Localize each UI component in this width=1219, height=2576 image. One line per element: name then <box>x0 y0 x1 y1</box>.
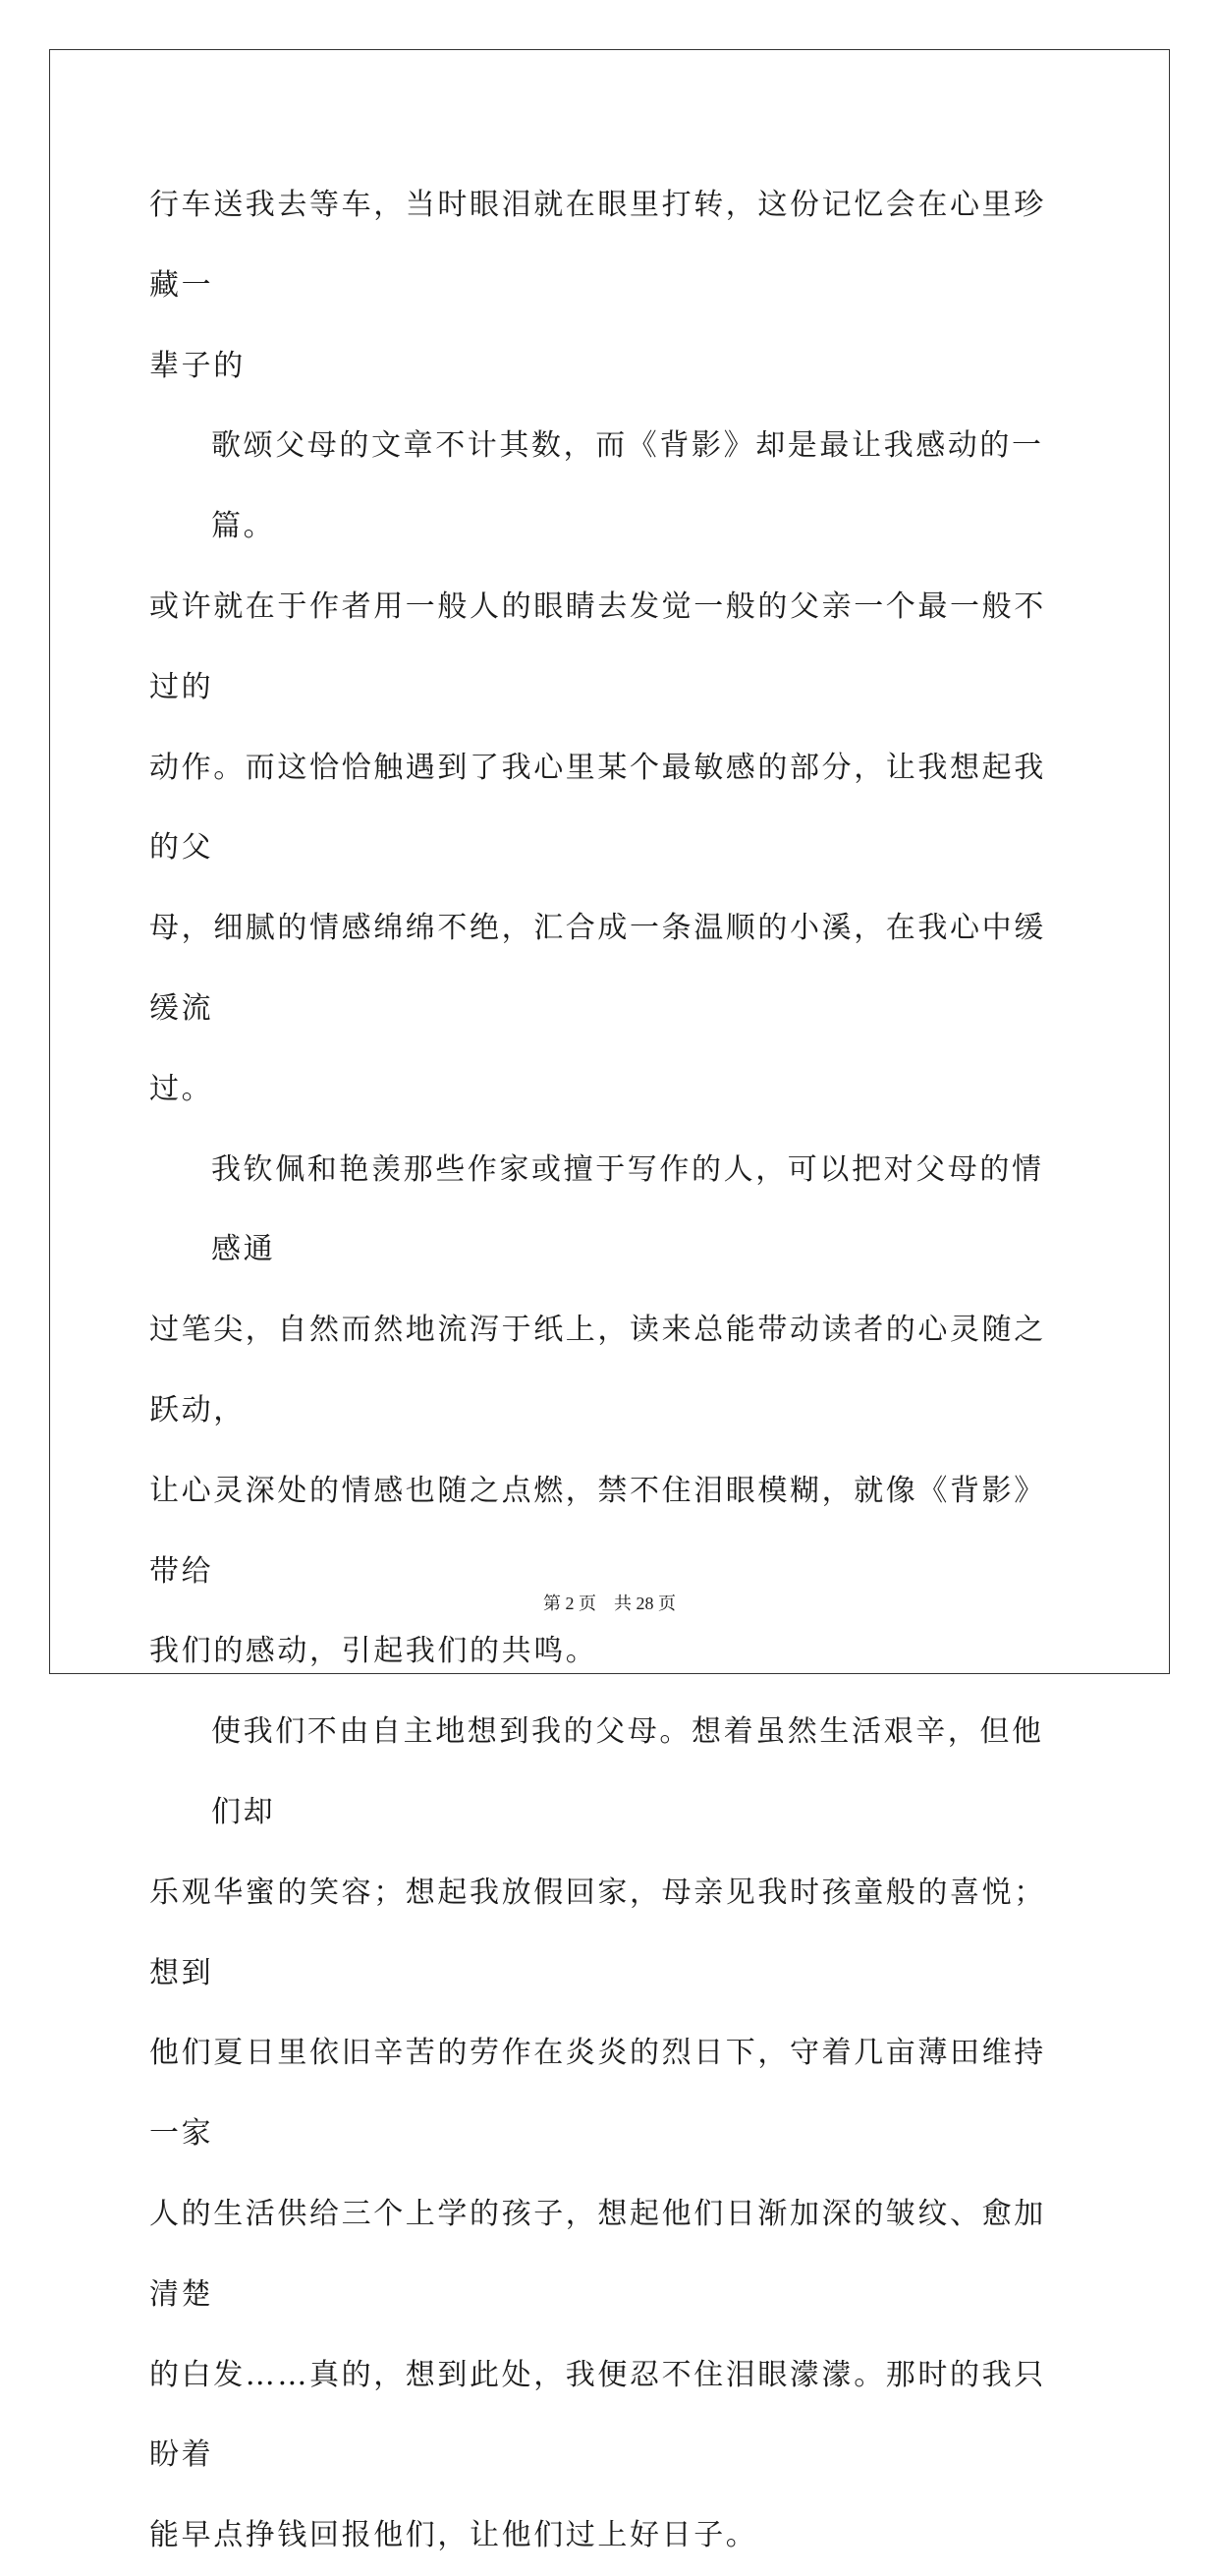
text-line: 让心灵深处的情感也随之点燃，禁不住泪眼模糊，就像《背影》带给 <box>149 1473 1046 1589</box>
text-line: 过笔尖，自然而然地流泻于纸上，读来总能带动读者的心灵随之跃动， <box>149 1313 1046 1428</box>
text-line: 动作。而这恰恰触遇到了我心里某个最敏感的部分，让我想起我的父 <box>149 750 1046 866</box>
document-body <box>149 165 1071 2576</box>
text-line: 他们夏日里依旧辛苦的劳作在炎炎的烈日下，守着几亩薄田维持一家 <box>149 2036 1046 2152</box>
text-line: 乐观华蜜的笑容；想起我放假回家，母亲见我时孩童般的喜悦；想到 <box>149 1875 1046 1990</box>
text-line: 我们的感动，引起我们的共鸣。 <box>149 1634 598 1669</box>
text-line: 或许就在于作者用一般人的眼睛去发觉一般的父亲一个最一般不过的 <box>149 588 1046 704</box>
paragraph-start: 使我们不由自主地想到我的父母。想着虽然生活艰辛，但他们却 <box>211 1714 1044 1829</box>
text-line: 行车送我去等车，当时眼泪就在眼里打转，这份记忆会在心里珍藏一 <box>149 188 1046 303</box>
paragraph-start: 我钦佩和艳羡那些作家或擅于写作的人，可以把对父母的情感通 <box>211 1151 1044 1267</box>
text-line: 的白发……真的，想到此处，我便忍不住泪眼濛濛。那时的我只盼着 <box>149 2357 1046 2473</box>
text-line: 辈子的 <box>149 348 246 383</box>
text-line: 人的生活供给三个上学的孩子，想起他们日渐加深的皱纹、愈加清楚 <box>149 2196 1046 2312</box>
text-line: 能早点挣钱回报他们，让他们过上好日子。 <box>149 2518 758 2553</box>
text-line: 母，细腻的情感绵绵不绝，汇合成一条温顺的小溪，在我心中缓缓流 <box>149 911 1046 1026</box>
text-line: 过。 <box>149 1071 214 1106</box>
page-footer: 第 2 页 共 28 页 <box>543 1594 676 1613</box>
paragraph-start: 歌颂父母的文章不计其数，而《背影》却是最让我感动的一篇。 <box>211 428 1044 544</box>
